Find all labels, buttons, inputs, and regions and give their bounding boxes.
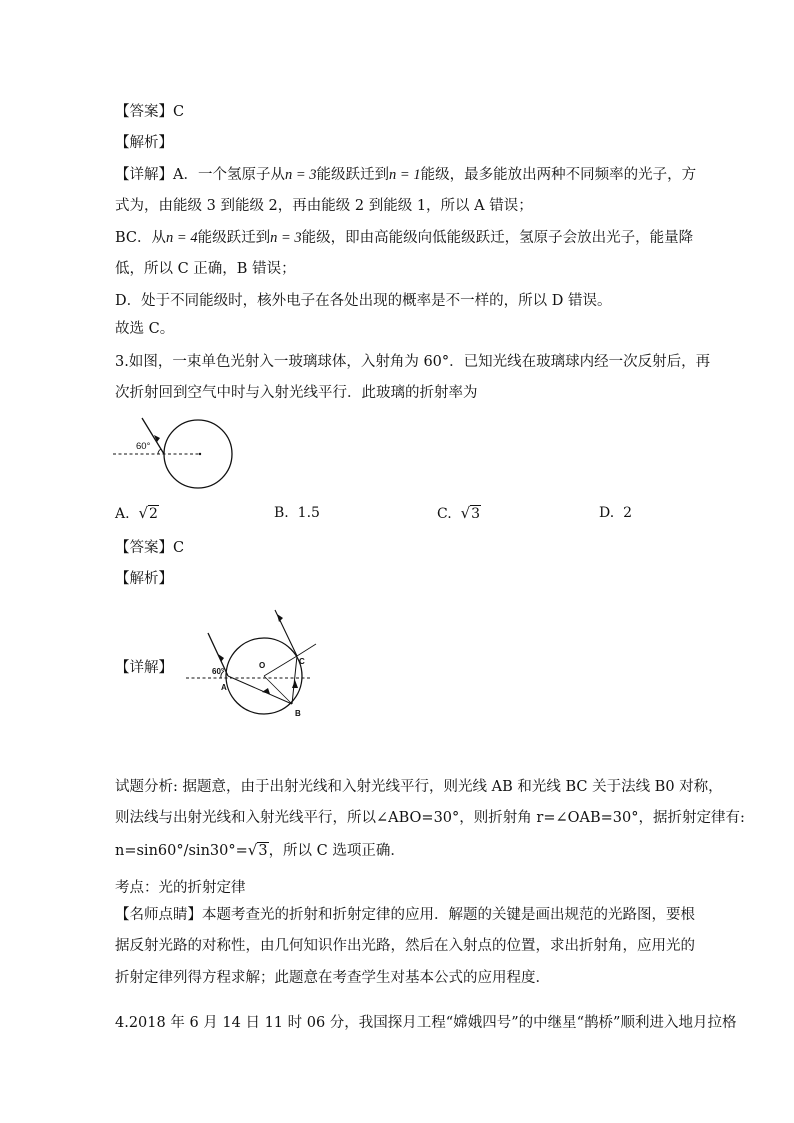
q3-stem-line-1: 3.如图，一束单色光射入一玻璃球体，入射角为 60°．已知光线在玻璃球内经一次反射后，再 — [115, 354, 711, 370]
label-b: B — [295, 709, 301, 718]
option-label: B. — [274, 505, 289, 521]
option-label: A. — [115, 506, 130, 522]
option-c — [437, 503, 481, 524]
q2-detail-line-2: 式为，由能级 3 到能级 2，再由能级 2 到能级 1，所以 A 错误； — [115, 198, 533, 214]
answer-value: C — [173, 104, 185, 120]
normal-line-c — [297, 644, 316, 656]
q3-solution-figure — [180, 600, 320, 720]
q3-explanation-line-3 — [115, 840, 405, 861]
text: A．一个氢原子从 — [173, 167, 285, 183]
ray-ab — [228, 676, 292, 704]
arrowhead — [277, 614, 283, 622]
text: n=sin60°/sin30°= — [115, 843, 248, 859]
option-a — [115, 503, 159, 524]
q3-kaodian: 考点：光的折射定律 — [115, 880, 246, 896]
option-d — [599, 503, 632, 523]
text: BC．从 — [115, 230, 167, 246]
answer-tag: 【答案】 — [115, 104, 173, 120]
q3-stem-line-2: 次折射回到空气中时与入射光线平行．此玻璃的折射率为 — [115, 385, 478, 401]
q3-tip-line-2: 据反射光路的对称性，由几何知识作出光路，然后在入射点的位置，求出折射角，应用光的 — [115, 938, 695, 954]
label-o: O — [259, 661, 266, 670]
option-value: 2 — [623, 505, 633, 521]
tip-tag: 【名师点睛】 — [115, 907, 202, 923]
q3-figure — [105, 408, 245, 498]
q2-detail-line-1 — [115, 165, 696, 185]
detail-tag: 【详解】 — [115, 167, 173, 183]
text: 能级跃迁到 — [316, 167, 390, 183]
formula-n1: n = 1 — [389, 167, 421, 183]
option-value: 1.5 — [297, 505, 320, 521]
normal-oc — [264, 656, 297, 676]
q3-answer-line — [115, 538, 184, 558]
answer-tag: 【答案】 — [115, 540, 173, 556]
radicand: 3 — [258, 843, 268, 859]
q3-tip-line-1 — [115, 905, 695, 925]
formula-n3: n = 3 — [284, 167, 317, 183]
answer-value: C — [173, 540, 185, 556]
sqrt-symbol: √3 — [247, 841, 268, 859]
q3-tip-line-3: 折射定律列得方程求解；此题意在考查学生对基本公式的应用程度． — [115, 970, 550, 986]
q2-answer-line — [115, 102, 184, 122]
text: ，所以 C 选项正确． — [268, 843, 405, 859]
angle-arc — [158, 449, 161, 454]
q3-explanation-line-2: 则法线与出射光线和入射光线平行，所以∠ABO=30°，则折射角 r=∠OAB=30°，据折射定律有: — [115, 810, 745, 826]
q2-detail-line-5: D．处于不同能级时，核外电子在各处出现的概率是不一样的，所以 D 错误。 — [115, 293, 612, 309]
q2-detail-line-3 — [115, 228, 693, 248]
text: 本题考查光的折射和折射定律的应用．解题的关键是画出规范的光路图，要根 — [202, 907, 695, 923]
center-dot — [199, 453, 201, 455]
sqrt-symbol: √2 — [138, 504, 158, 522]
text: 能级，最多能放出两种不同频率的光子，方 — [420, 167, 697, 183]
text: 能级跃迁到 — [197, 230, 271, 246]
q2-detail-line-6: 故选 C。 — [115, 321, 175, 337]
option-b — [274, 503, 320, 523]
q3-analysis-tag: 【解析】 — [115, 571, 173, 587]
label-c: C — [299, 657, 305, 666]
sqrt-symbol: √3 — [460, 504, 481, 522]
label-angle: 60° — [212, 667, 225, 676]
figure-angle-label: 60° — [136, 441, 151, 452]
q3-explanation-line-1: 试题分析: 据题意，由于出射光线和入射光线平行，则光线 AB 和光线 BC 关于法线 B0 对称， — [115, 779, 723, 795]
label-a: A — [221, 683, 227, 692]
q2-detail-line-4: 低，所以 C 正确，B 错误； — [115, 261, 296, 277]
q3-detail-tag: 【详解】 — [115, 660, 173, 676]
arrowhead — [218, 654, 224, 662]
arrowhead — [292, 680, 298, 688]
radicand: 2 — [149, 506, 158, 522]
formula-n4: n = 4 — [166, 230, 198, 246]
radicand: 3 — [471, 506, 481, 522]
formula-n3b: n = 3 — [270, 230, 302, 246]
option-label: C. — [437, 506, 452, 522]
q2-analysis-tag: 【解析】 — [115, 135, 173, 151]
text: 能级，即由高能级向低能级跃迁，氢原子会放出光子，能量降 — [301, 230, 694, 246]
option-label: D. — [599, 505, 615, 521]
q4-stem-line-1: 4.2018 年 6 月 14 日 11 时 06 分，我国探月工程“嫦娥四号”的中继星“鹊桥”顺利进入地月拉格 — [115, 1015, 737, 1031]
